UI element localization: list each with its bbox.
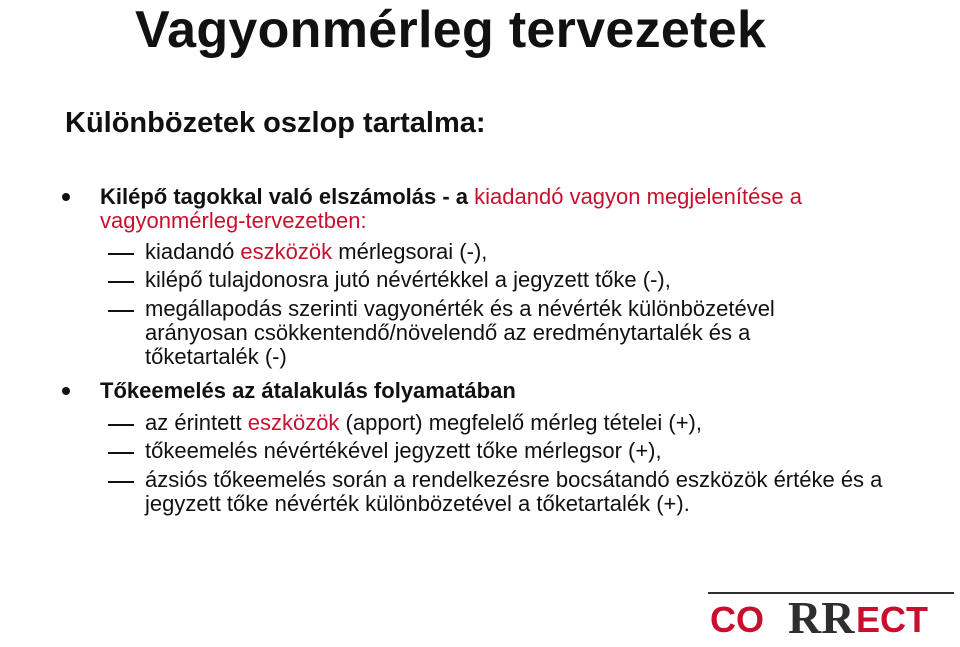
bullet-mid: kiadandó vagyon megjelenítése a <box>474 184 802 209</box>
section-subtitle: Különbözetek oszlop tartalma: <box>65 107 486 139</box>
sub-item: kiadandó eszközök mérlegsorai (-), <box>145 239 488 264</box>
dash-marker <box>108 481 134 483</box>
sub-item: az érintett eszközök (apport) megfelelő mérleg tételei (+), <box>145 410 702 435</box>
dash-marker <box>108 253 134 255</box>
sub-item: tőkeemelés névértékével jegyzett tőke mérlegsor (+), <box>145 438 662 463</box>
sub-item: ázsiós tőkeemelés során a rendelkezésre bocsátandó eszközök értéke és a jegyzett tőke névérték különbözetével a tőketartalék (+). <box>145 467 883 516</box>
page-title: Vagyonmérleg tervezetek <box>135 1 767 59</box>
dash-marker <box>108 424 134 426</box>
correct-logo <box>708 588 954 638</box>
dash-marker <box>108 452 134 454</box>
sub-item: megállapodás szerinti vagyonérték és a névérték különbözetével arányosan csökkentendő/növelendő az eredménytartalék és a tőketartalék (-) <box>145 296 775 369</box>
highlight-term: eszközök <box>247 410 340 435</box>
logo-part-3: ECT <box>856 599 928 638</box>
bullet-link-text: vagyonmérleg-tervezetben: <box>100 208 367 233</box>
logo-part-2: RR <box>788 592 855 638</box>
logo-part-1: CO <box>710 599 764 638</box>
bullet-lead: Kilépő tagokkal való elszámolás - a <box>100 184 469 209</box>
bullet-item-capital-increase: Tőkeemelés az átalakulás folyamatában <box>100 378 516 403</box>
dash-marker <box>108 281 134 283</box>
bullet-item-settlement <box>100 185 920 233</box>
dash-marker <box>108 310 134 312</box>
bullet-dot <box>62 387 70 395</box>
bullet-dot <box>62 193 70 201</box>
sub-item: kilépő tulajdonosra jutó névértékkel a jegyzett tőke (-), <box>145 267 671 292</box>
highlight-term: eszközök <box>240 239 333 264</box>
